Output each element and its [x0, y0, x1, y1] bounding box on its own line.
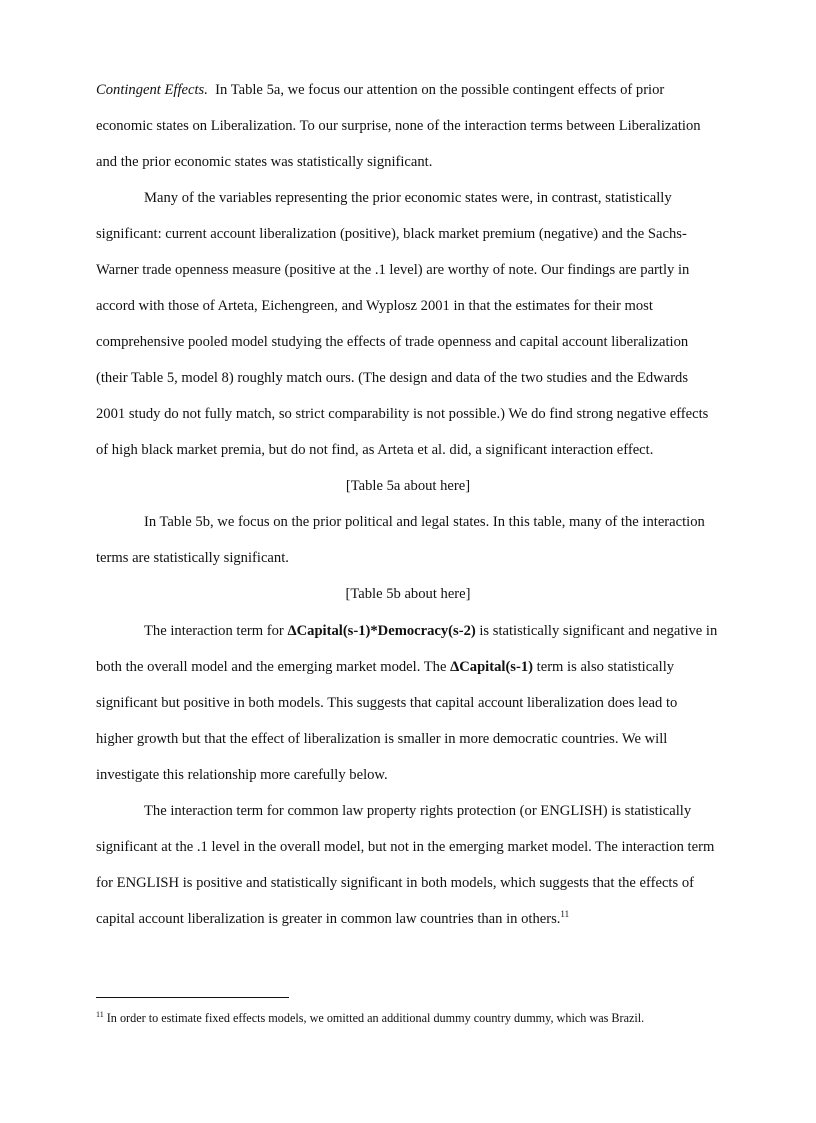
paragraph-2-line-2: significant: current account liberalization (positive), black market premium (negative) and the Sachs- — [96, 226, 687, 242]
paragraph-4-line-3: significant but positive in both models. This suggests that capital account liberalization does lead to — [96, 695, 678, 711]
footnote-text: In order to estimate fixed effects models, we omitted an additional dummy country dummy, which was Brazil. — [103, 1011, 645, 1025]
paragraph-5-line-1: The interaction term for common law property rights protection (or ENGLISH) is statistically — [144, 803, 692, 819]
paragraph-4-text: is statistically significant and negative in — [475, 623, 718, 639]
paragraph-4-line-5: investigate this relationship more carefully below. — [96, 767, 388, 783]
footnote-reference: 11 — [560, 909, 570, 919]
paragraph-5-line-3: for ENGLISH is positive and statistically significant in both models, which suggests that the effects of — [96, 875, 694, 891]
paragraph-1-text: In Table 5a, we focus our attention on the possible contingent effects of prior — [207, 82, 665, 98]
footnote — [96, 1010, 644, 1026]
paragraph-4-line-2 — [96, 658, 674, 676]
paragraph-1-line-2: economic states on Liberalization. To our surprise, none of the interaction terms between Liberalization — [96, 118, 701, 134]
paragraph-1-line-3: and the prior economic states was statistically significant. — [96, 154, 433, 170]
paragraph-4-line-4: higher growth but that the effect of liberalization is smaller in more democratic countries. We will — [96, 731, 668, 747]
paragraph-4-line-1 — [144, 622, 717, 640]
paragraph-2-line-6: (their Table 5, model 8) roughly match ours. (The design and data of the two studies and the Edwards — [96, 370, 689, 386]
footnote-divider — [96, 997, 289, 998]
paragraph-5-line-4 — [96, 910, 569, 928]
paragraph-3-line-1: In Table 5b, we focus on the prior political and legal states. In this table, many of the interaction — [144, 514, 705, 530]
paragraph-2-line-5: comprehensive pooled model studying the effects of trade openness and capital account liberalization — [96, 334, 689, 350]
paragraph-5-text: capital account liberalization is greater in common law countries than in others. — [96, 911, 561, 927]
table-5b-placeholder: [Table 5b about here] — [345, 586, 471, 602]
paragraph-2-line-7: 2001 study do not fully match, so strict comparability is not possible.) We do find strong negative effects — [96, 406, 709, 422]
paragraph-2-line-8: of high black market premia, but do not find, as Arteta et al. did, a significant interaction effect. — [96, 442, 654, 458]
paragraph-4-text: both the overall model and the emerging market model. The — [96, 659, 451, 675]
table-5a-placeholder: [Table 5a about here] — [345, 478, 471, 494]
paragraph-5-line-2: significant at the .1 level in the overall model, but not in the emerging market model. The interaction term — [96, 839, 715, 855]
paragraph-3-line-2: terms are statistically significant. — [96, 550, 289, 566]
paragraph-4-text: term is also statistically — [533, 659, 675, 675]
paragraph-2-line-1: Many of the variables representing the prior economic states were, in contrast, statistically — [144, 190, 672, 206]
capital-term-label: ΔCapital(s-1) — [450, 659, 534, 675]
paragraph-4-text: The interaction term for — [144, 623, 288, 639]
paragraph-2-line-4: accord with those of Arteta, Eichengreen, and Wyplosz 2001 in that the estimates for their most — [96, 298, 653, 314]
footnote-number: 11 — [96, 1010, 104, 1019]
paragraph-2-line-3: Warner trade openness measure (positive at the .1 level) are worthy of note. Our findings are partly in — [96, 262, 690, 278]
paragraph-1-line-1 — [96, 81, 664, 99]
section-heading: Contingent Effects. — [96, 82, 208, 98]
interaction-term-label: ΔCapital(s-1)*Democracy(s-2) — [287, 623, 476, 639]
